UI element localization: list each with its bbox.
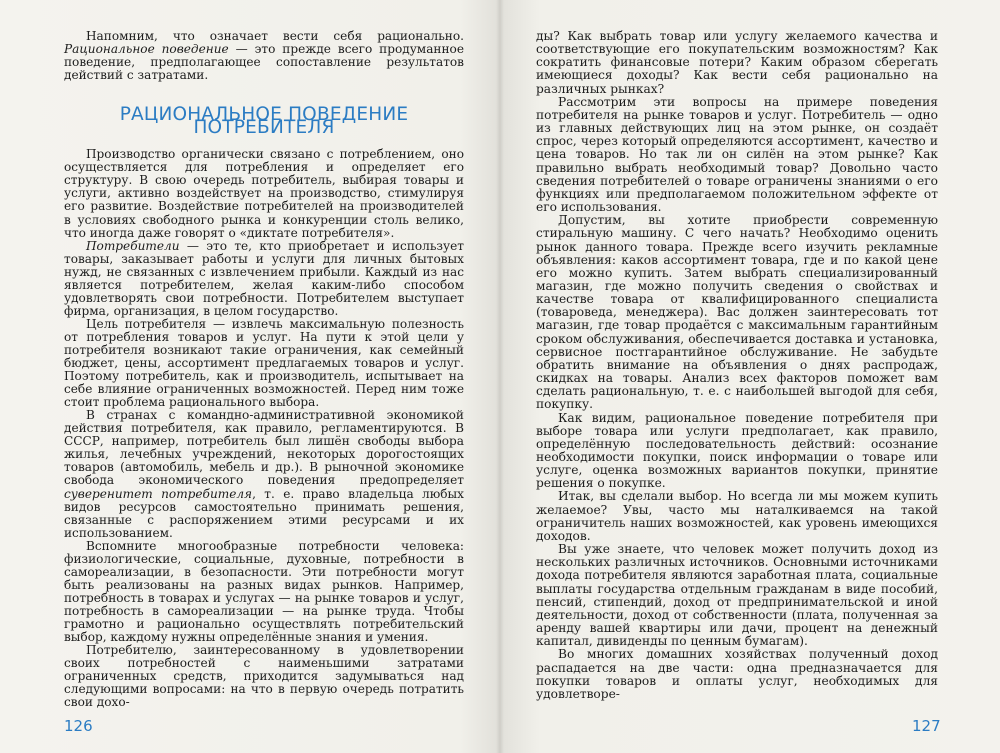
paragraph: Вы уже знаете, что человек может получить доход из нескольких различных источников. Основными источниками дохода потребителя являются заработная плата, социальные выплаты государства отдельным гражданам в виде пособий, пенсий, стипендий, доход от предпринимательской и иной деятельности, доход от собственности (плата, полученная за аренду вашей квартиры или дачи, процент на денежный капитал, дивиденды по ценным бумагам). xyxy=(536,542,938,649)
term-consumers: Потребители xyxy=(86,238,180,253)
page-number-right: 127 xyxy=(912,717,941,735)
paragraph-continuation: ды? Как выбрать товар или услугу желаемого качества и соответствующие его покупательским возможностям? Как сократить финансовые потери? Каким образом сберегать имеющиеся доходы? Как вести себя рационально на различных рынках? xyxy=(536,29,938,96)
term-rational-behavior: Рациональное поведение xyxy=(64,42,229,57)
paragraph: Во многих домашних хозяйствах полученный доход распадается на две части: одна предназначается для покупки товаров и оплаты услуг, необходимых для удовлетворе- xyxy=(536,647,938,701)
page-number-left: 126 xyxy=(64,717,93,735)
paragraph: Допустим, вы хотите приобрести современную стиральную машину. С чего начать? Необходимо оценить рынок данного товара. Прежде всего изучить рекламные объявления: каков ассортимент товара, где и по какой цене его можно купить. Затем выбрать специализированный магазин, где можно получить сведения о свойствах и качестве товара от квалифицированного специалиста (товароведа, менеджера). Вас должен заинтересовать тот магазин, где товар продаётся с максимальным гарантийным сроком обслуживания, обеспечивается доставка и установка, сервисное постгарантийное обслуживание. Не забудьте обратить внимание на объявления о днях распродаж, скидках на товары. Анализ всех факторов поможет вам сделать рациональную, т. е. с наибольшей выгодой для себя, покупку. xyxy=(536,213,938,412)
paragraph: Потребителю, заинтересованному в удовлетворении своих потребностей с наименьшими затратами ограниченных средств, приходится задумываться над следующими вопросами: на что в первую очередь потратить свои дохо- xyxy=(64,643,464,710)
intro-paragraph: Напомним, что означает вести себя рационально. Рациональное поведение — это прежде всего продуманное поведение, предполагающее сопоставление результатов действий с затратами. xyxy=(64,29,464,83)
section-heading: РАЦИОНАЛЬНОЕ ПОВЕДЕНИЕ ПОТРЕБИТЕЛЯ xyxy=(119,104,409,139)
paragraph: Вспомните многообразные потребности человека: физиологические, социальные, духовные, потребности в самореализации, в безопасности. Эти потребности могут быть реализованы на разных видах рынков. Например, потребность в товарах и услугах — на рынке товаров и услуг, потребность в самореализации — на рынке труда. Чтобы грамотно и рационально осуществлять потребительский выбор, каждому нужны определённые знания и умения. xyxy=(64,538,464,645)
paragraph: Рассмотрим эти вопросы на примере поведения потребителя на рынке товаров и услуг. Потребитель — одно из главных действующих лиц на этом рынке, он создаёт спрос, через который определяются ассортимент, качество и цена товаров. Но так ли он силён на этом рынке? Как правильно выбрать необходимый товар? Довольно часто сведения потребителей о товаре ограничены знаниями о его функциях или предполагаемом положительном эффекте от его использования. xyxy=(536,94,938,215)
right-page xyxy=(536,30,938,701)
left-page xyxy=(64,30,464,709)
paragraph: Потребители — это те, кто приобретает и использует товары, заказывает работы и услуги для личных бытовых нужд, не связанных с извлечением прибыли. Каждый из нас является потребителем, желая каким-либо способом удовлетворять свои потребности. Потребителем выступает фирма, организация, в целом государство. xyxy=(64,238,464,318)
paragraph: В странах с командно-административной экономикой действия потребителя, как правило, регламентируются. В СССР, например, потребитель был лишён свободы выбора жилья, лечебных учреждений, некоторых дорогостоящих товаров (автомобиль, мебель и др.). В рыночной экономике свобода экономического поведения предопределяет суверенитет потребителя, т. е. право владельца любых видов ресурсов самостоятельно принимать решения, связанные с распоряжением этими ресурсами и их использованием. xyxy=(64,408,464,540)
paragraph: Цель потребителя — извлечь максимальную полезность от потребления товаров и услуг. На пути к этой цели у потребителя возникают такие ограничения, как семейный бюджет, цены, ассортимент предлагаемых товаров и услуг. Поэтому потребитель, как и производитель, испытывает на себе влияние ограниченных возможностей. Перед ним тоже стоит проблема рационального выбора. xyxy=(64,316,464,410)
term-consumer-sovereignty: суверенитет потребителя xyxy=(64,486,253,501)
paragraph: Как видим, рациональное поведение потребителя при выборе товара или услуги предполагает, как правило, определённую последовательность действий: осознание необходимости покупки, поиск информации о товаре или услуге, оценка возможных вариантов покупки, принятие решения о покупке. xyxy=(536,410,938,491)
paragraph: Итак, вы сделали выбор. Но всегда ли мы можем купить желаемое? Увы, часто мы наталкиваемся на такой ограничитель наших возможностей, как уровень имеющихся доходов. xyxy=(536,489,938,543)
paragraph: Производство органически связано с потреблением, оно осуществляется для потребления и определяет его структуру. В свою очередь потребитель, выбирая товары и услуги, активно воздействует на производство, стимулируя его развитие. Воздействие потребителей на производителей в условиях свободного рынка и конкуренции столь велико, что иногда даже говорят о «диктате потребителя». xyxy=(64,147,464,240)
